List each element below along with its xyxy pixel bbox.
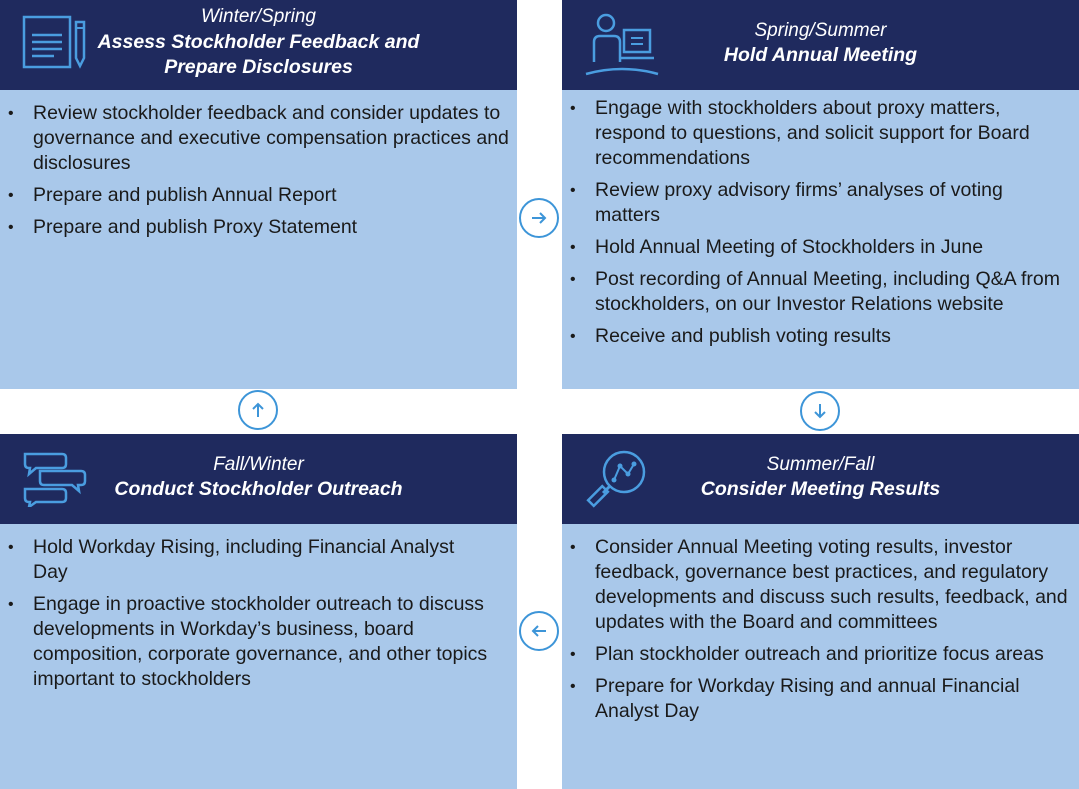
season-label: Fall/Winter [213, 454, 304, 475]
quadrant-header [562, 434, 1079, 524]
quadrant-title [0, 30, 517, 80]
list-item: • Prepare and publish Proxy Statement [0, 215, 514, 240]
quadrant-spring-summer [562, 0, 1079, 389]
season-label: Summer/Fall [766, 454, 875, 475]
list-item: • Hold Annual Meeting of Stockholders in June [562, 235, 1072, 260]
arrow-down-icon [800, 391, 840, 431]
title-line-1: Conduct Stockholder Outreach [114, 478, 403, 500]
list-item: • Post recording of Annual Meeting, including Q&A from stockholders, on our Investor Relations website [562, 267, 1072, 317]
title-line-1: Assess Stockholder Feedback and [97, 31, 420, 53]
quadrant-title [0, 477, 517, 502]
list-item: • Consider Annual Meeting voting results, investor feedback, governance best practices, and regulatory developments and discuss such results, feedback, and updates with the Board and committees [562, 535, 1072, 635]
task-list [562, 535, 1072, 731]
arrow-up-icon [238, 390, 278, 430]
quadrant-title [562, 477, 1079, 502]
quadrant-header [562, 0, 1079, 90]
quadrant-header [0, 0, 517, 90]
season-label: Spring/Summer [754, 20, 887, 41]
quadrant-summer-fall [562, 434, 1079, 789]
task-list [0, 535, 490, 699]
title-line-1: Hold Annual Meeting [723, 44, 918, 66]
list-item: • Review stockholder feedback and consider updates to governance and executive compensation practices and disclosures [0, 101, 514, 176]
task-list [0, 101, 514, 247]
title-line-1: Consider Meeting Results [700, 478, 941, 500]
arrow-left-icon [519, 611, 559, 651]
quadrant-fall-winter [0, 434, 517, 789]
task-list [562, 96, 1072, 356]
season-label: Winter/Spring [201, 6, 316, 27]
list-item: • Prepare for Workday Rising and annual Financial Analyst Day [562, 674, 1072, 724]
list-item: • Plan stockholder outreach and prioritize focus areas [562, 642, 1072, 667]
list-item: • Hold Workday Rising, including Financial Analyst Day [0, 535, 490, 585]
list-item: • Receive and publish voting results [562, 324, 1072, 349]
list-item: • Engage in proactive stockholder outreach to discuss developments in Workday’s business, board composition, corporate governance, and other topics important to stockholders [0, 592, 490, 692]
arrow-right-icon [519, 198, 559, 238]
list-item: • Engage with stockholders about proxy matters, respond to questions, and solicit support for Board recommendations [562, 96, 1072, 171]
quadrant-winter-spring [0, 0, 517, 389]
quadrant-header [0, 434, 517, 524]
quadrant-title [562, 43, 1079, 68]
list-item: • Prepare and publish Annual Report [0, 183, 514, 208]
list-item: • Review proxy advisory firms’ analyses of voting matters [562, 178, 1072, 228]
title-line-2: Prepare Disclosures [164, 56, 353, 78]
